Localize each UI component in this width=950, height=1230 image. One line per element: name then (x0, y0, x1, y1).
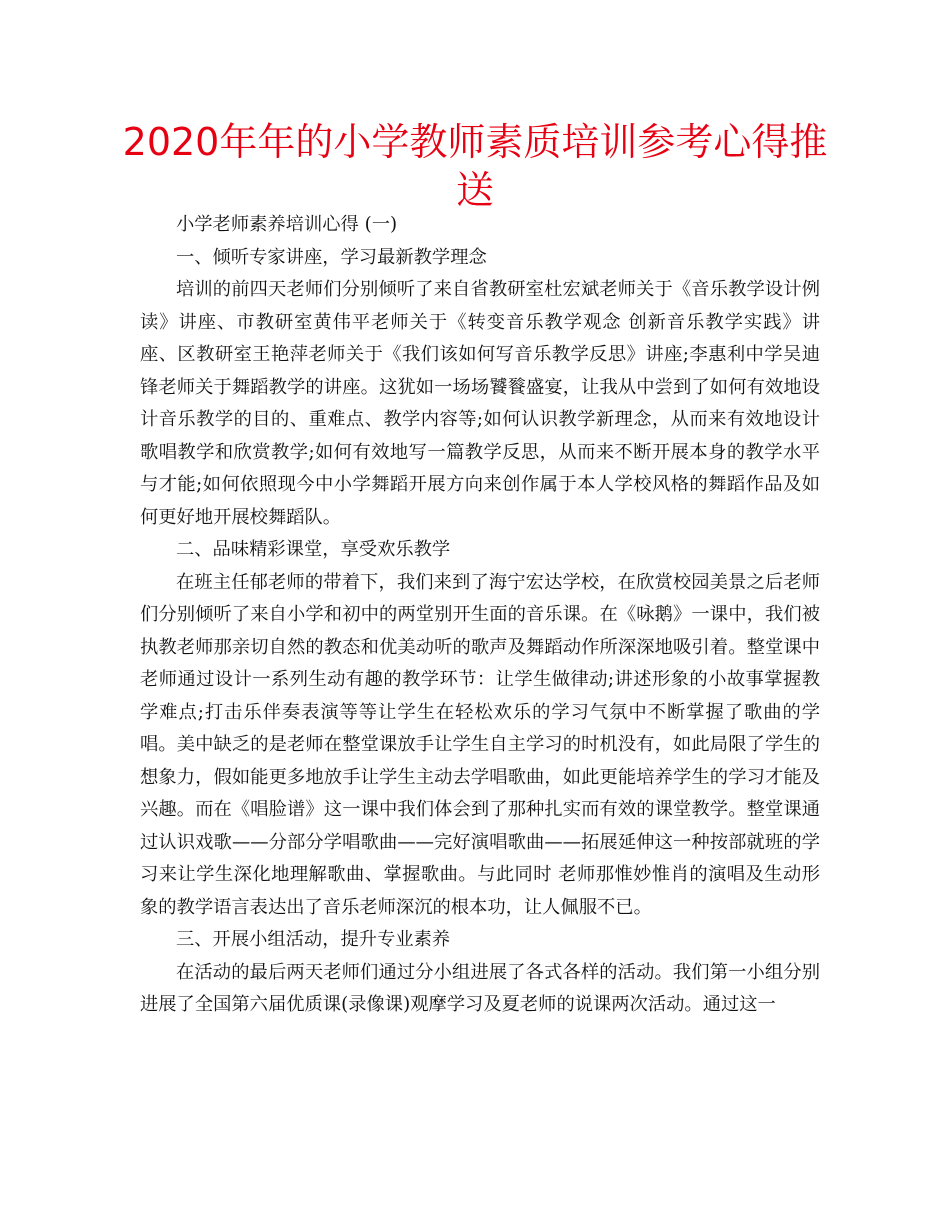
section-heading-2: 二、品味精彩课堂，享受欢乐教学 (176, 539, 451, 560)
section-subtitle: 小学老师素养培训心得 (一) (176, 214, 398, 235)
document-body (140, 209, 820, 1022)
section-heading-1: 一、倾听专家讲座，学习最新教学理念 (176, 246, 487, 268)
document-title: 2020年年的小学教师素质培训参考心得推送 (122, 120, 828, 212)
body-paragraph-1: 培训的前四天老师们分别倾听了来自省教研室杜宏斌老师关于《音乐教学设计例读》讲座、市教研室黄伟平老师关于《转变音乐教学观念 创新音乐教学实践》讲座、区教研室王艳萍老师关于《我们该如何写音乐教学反思》讲座;李惠利中学吴迪锋老师关于舞蹈教学的讲座。这犹如一场场饕餮盛宴，让我从中尝到了如何有效地设计音乐教学的目的、重难点、教学内容等;如何认识教学新理念，从而来有效地设计歌唱教学和欣赏教学;如何有效地写一篇教学反思，从而来不断开展本身的教学水平与才能;如何依照现今中小学舞蹈开展方向来创作属于本人学校风格的舞蹈作品及如何更好地开展校舞蹈队。 (140, 279, 820, 528)
body-paragraph-2: 在班主任郁老师的带着下，我们来到了海宁宏达学校，在欣赏校园美景之后老师们分别倾听了来自小学和初中的两堂别开生面的音乐课。在《咏鹅》一课中，我们被执教老师那亲切自然的教态和优美动听的歌声及舞蹈动作所深深地吸引着。整堂课中老师通过设计一系列生动有趣的教学环节：让学生做律动;讲述形象的小故事掌握教学难点;打击乐伴奏表演等等让学生在轻松欢乐的学习气氛中不断掌握了歌曲的学唱。美中缺乏的是老师在整堂课放手让学生自主学习的时机没有，如此局限了学生的想象力，假如能更多地放手让学生主动去学唱歌曲，如此更能培养学生的学习才能及兴趣。而在《唱脸谱》这一课中我们体会到了那种扎实而有效的课堂教学。整堂课通过认识戏歌——分部分学唱歌曲——完好演唱歌曲——拓展延伸这一种按部就班的学习来让学生深化地理解歌曲、掌握歌曲。与此同时 老师那惟妙惟肖的演唱及生动形象的教学语言表达出了音乐老师深沉的根本功，让人佩服不已。 (140, 571, 820, 918)
section-heading-3: 三、开展小组活动，提升专业素养 (176, 929, 451, 950)
body-paragraph-3: 在活动的最后两天老师们通过分小组进展了各式各样的活动。我们第一小组分别进展了全国第六届优质课(录像课)观摩学习及夏老师的说课两次活动。通过这一 (140, 961, 820, 1015)
